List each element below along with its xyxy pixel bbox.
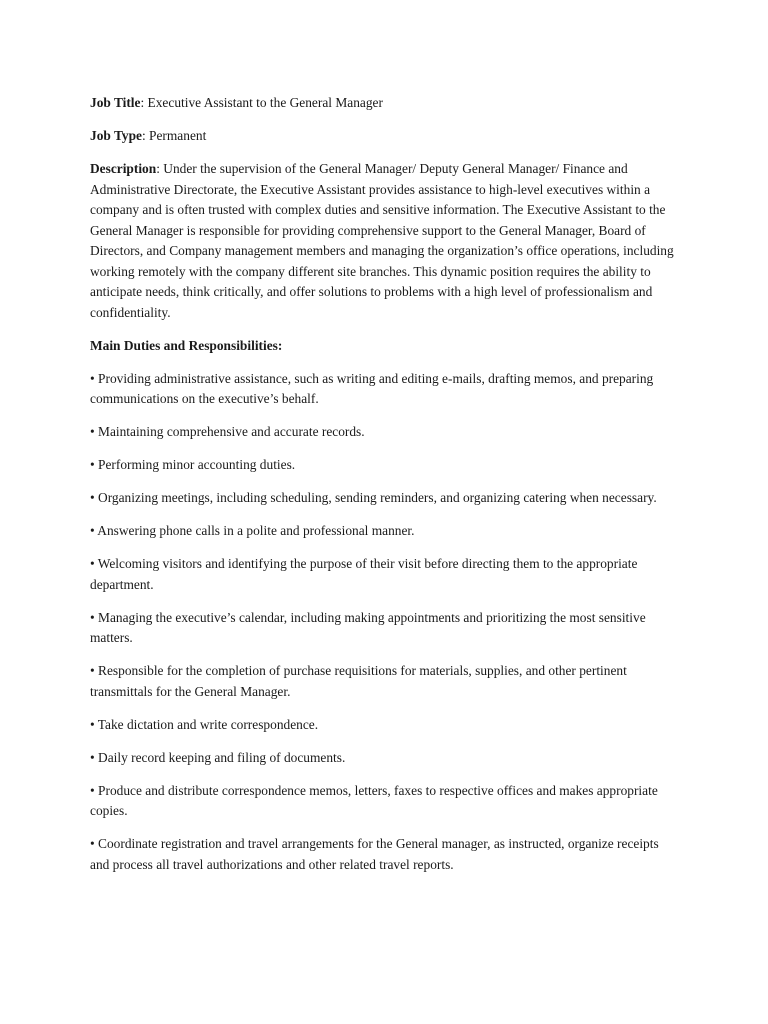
duty-item: • Maintaining comprehensive and accurate records.	[90, 424, 365, 439]
duty-item: • Daily record keeping and filing of documents.	[90, 749, 346, 765]
description-label: Description	[90, 161, 157, 176]
job-type-line	[90, 126, 680, 147]
duty-item: • Take dictation and write correspondence.	[90, 716, 319, 732]
job-title-value: : Executive Assistant to the General Manager	[140, 95, 383, 110]
document-page	[90, 93, 680, 888]
job-title-label: Job Title	[90, 95, 141, 110]
duty-item: • Responsible for the completion of purchase requisitions for materials, supplies, and other pertinent transmittals for the General Manager.	[90, 663, 627, 699]
duty-item: • Produce and distribute correspondence memos, letters, faxes to respective offices and makes appropriate copies.	[90, 782, 658, 818]
duty-item: • Coordinate registration and travel arrangements for the General manager, as instructed, organize receipts and process all travel authorizations and other related travel reports.	[90, 836, 659, 872]
duty-item: • Performing minor accounting duties.	[90, 457, 296, 472]
job-title-line	[90, 93, 680, 114]
duty-item: • Welcoming visitors and identifying the purpose of their visit before directing them to the appropriate department.	[90, 556, 638, 592]
job-type-value: : Permanent	[141, 128, 207, 143]
duty-item: • Answering phone calls in a polite and professional manner.	[90, 523, 415, 538]
duty-item: • Managing the executive’s calendar, including making appointments and prioritizing the most sensitive matters.	[90, 609, 646, 645]
description-text: : Under the supervision of the General Manager/ Deputy General Manager/ Finance and Administrative Directorate, the Executive Assistant provides assistance to high-level executives within a company and is often trusted with complex duties and sensitive information. The Executive Assistant to the General Manager is responsible for providing comprehensive support to the General Manager, Board of Directors, and Company management members and managing the organization’s office operations, including working remotely with the company different site branches. This dynamic position requires the ability to anticipate needs, think critically, and offer solutions to problems with a high level of professionalism and confidentiality.	[90, 161, 674, 320]
duties-heading: Main Duties and Responsibilities:	[90, 337, 283, 353]
description-paragraph	[90, 159, 680, 323]
duty-item: • Providing administrative assistance, such as writing and editing e-mails, drafting memos, and preparing communications on the executive’s behalf.	[90, 370, 654, 406]
duties-list	[90, 369, 680, 876]
duty-item: • Organizing meetings, including scheduling, sending reminders, and organizing catering when necessary.	[90, 490, 657, 505]
job-type-label: Job Type	[90, 128, 142, 143]
